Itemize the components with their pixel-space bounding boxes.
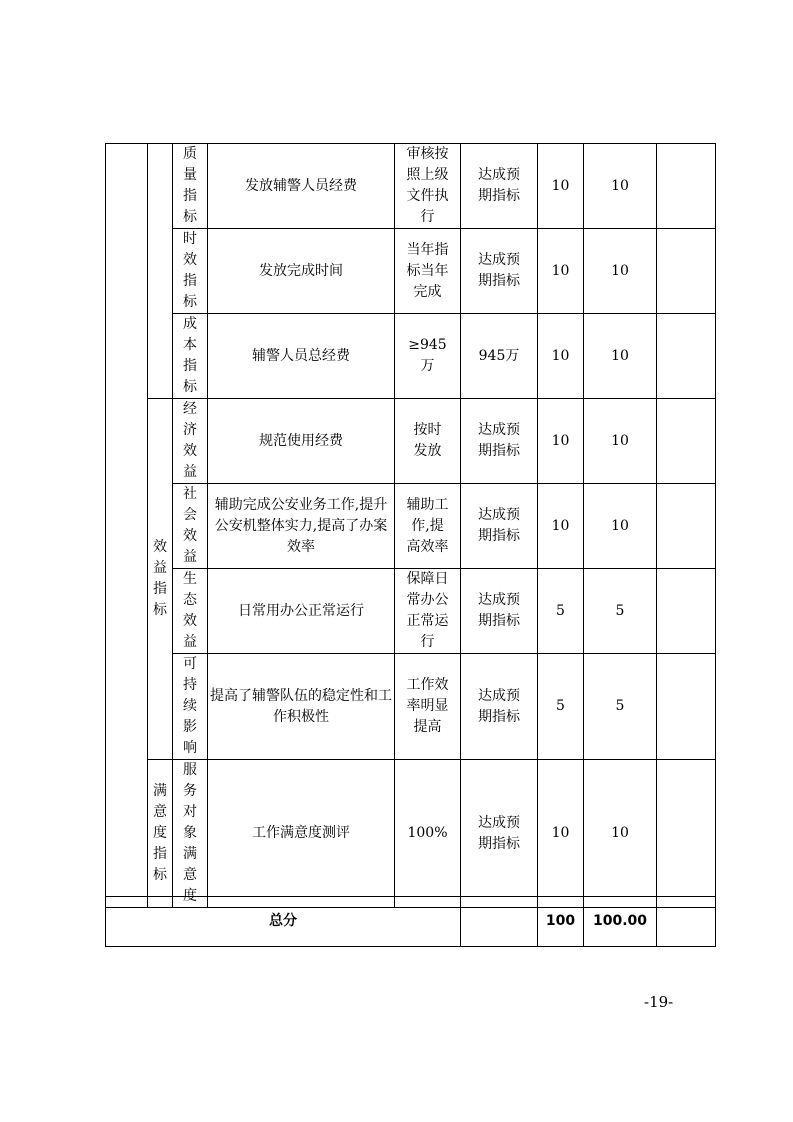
indicator-cell: 日常用办公正常运行 <box>208 569 395 654</box>
note-cell <box>657 314 716 399</box>
note-cell <box>657 399 716 484</box>
weight-cell: 10 <box>538 399 584 484</box>
table-row <box>106 399 716 484</box>
subcategory-cell: 生态效益 <box>173 569 208 654</box>
weight-cell: 10 <box>538 760 584 908</box>
indicator-cell: 工作满意度测评 <box>208 760 395 908</box>
note-cell <box>657 144 716 229</box>
table-row <box>106 229 716 314</box>
target-cell: 当年指标当年完成 <box>395 229 461 314</box>
subcategory-cell: 时效指标 <box>173 229 208 314</box>
benefit-group-cell: 效益指标 <box>148 399 173 760</box>
score-cell: 10 <box>584 229 657 314</box>
note-cell <box>657 654 716 760</box>
actual-cell: 达成预期指标 <box>461 144 538 229</box>
score-cell: 5 <box>584 569 657 654</box>
target-cell: 审核按照上级文件执行 <box>395 144 461 229</box>
indicator-cell: 规范使用经费 <box>208 399 395 484</box>
weight-cell: 10 <box>538 484 584 569</box>
indicator-cell: 发放完成时间 <box>208 229 395 314</box>
subcategory-cell: 服务对象满意度 <box>173 760 208 908</box>
table-row <box>106 144 716 229</box>
total-table <box>105 896 716 947</box>
table-row <box>106 654 716 760</box>
weight-cell: 5 <box>538 654 584 760</box>
subcategory-cell: 质量指标 <box>173 144 208 229</box>
actual-cell: 达成预期指标 <box>461 399 538 484</box>
performance-table <box>105 143 716 908</box>
total-row <box>106 897 716 947</box>
score-cell: 10 <box>584 314 657 399</box>
table-row <box>106 314 716 399</box>
target-cell: 工作效率明显提高 <box>395 654 461 760</box>
satisfaction-group-cell: 满意度指标 <box>148 760 173 908</box>
indicator-cell: 辅助完成公安业务工作,提升公安机整体实力,提高了办案效率 <box>208 484 395 569</box>
total-weight: 100 <box>538 897 584 947</box>
target-cell: 100% <box>395 760 461 908</box>
weight-cell: 5 <box>538 569 584 654</box>
target-cell: 辅助工作,提高效率 <box>395 484 461 569</box>
target-cell: 保障日常办公正常运行 <box>395 569 461 654</box>
outer-category-cell <box>106 144 148 908</box>
actual-cell: 达成预期指标 <box>461 229 538 314</box>
table-row <box>106 484 716 569</box>
target-cell: ≥945万 <box>395 314 461 399</box>
score-cell: 5 <box>584 654 657 760</box>
actual-cell: 达成预期指标 <box>461 484 538 569</box>
actual-cell: 达成预期指标 <box>461 569 538 654</box>
weight-cell: 10 <box>538 144 584 229</box>
note-cell <box>657 484 716 569</box>
note-cell <box>657 229 716 314</box>
page-number: -19- <box>644 993 674 1011</box>
score-cell: 10 <box>584 760 657 908</box>
actual-cell: 达成预期指标 <box>461 654 538 760</box>
subcategory-cell: 成本指标 <box>173 314 208 399</box>
subcategory-cell: 可持续影响 <box>173 654 208 760</box>
indicator-cell: 提高了辅警队伍的稳定性和工作积极性 <box>208 654 395 760</box>
score-cell: 10 <box>584 144 657 229</box>
score-cell: 10 <box>584 484 657 569</box>
total-blank-cell <box>461 897 538 947</box>
score-cell: 10 <box>584 399 657 484</box>
target-cell: 按时发放 <box>395 399 461 484</box>
subcategory-cell: 经济效益 <box>173 399 208 484</box>
table-row <box>106 569 716 654</box>
actual-cell: 达成预期指标 <box>461 760 538 908</box>
total-note-cell <box>657 897 716 947</box>
total-label: 总分 <box>106 897 461 947</box>
total-score: 100.00 <box>584 897 657 947</box>
weight-cell: 10 <box>538 229 584 314</box>
weight-cell: 10 <box>538 314 584 399</box>
note-cell <box>657 760 716 908</box>
note-cell <box>657 569 716 654</box>
output-group-cell <box>148 144 173 399</box>
subcategory-cell: 社会效益 <box>173 484 208 569</box>
table-row <box>106 760 716 908</box>
indicator-cell: 发放辅警人员经费 <box>208 144 395 229</box>
actual-cell: 945万 <box>461 314 538 399</box>
indicator-cell: 辅警人员总经费 <box>208 314 395 399</box>
